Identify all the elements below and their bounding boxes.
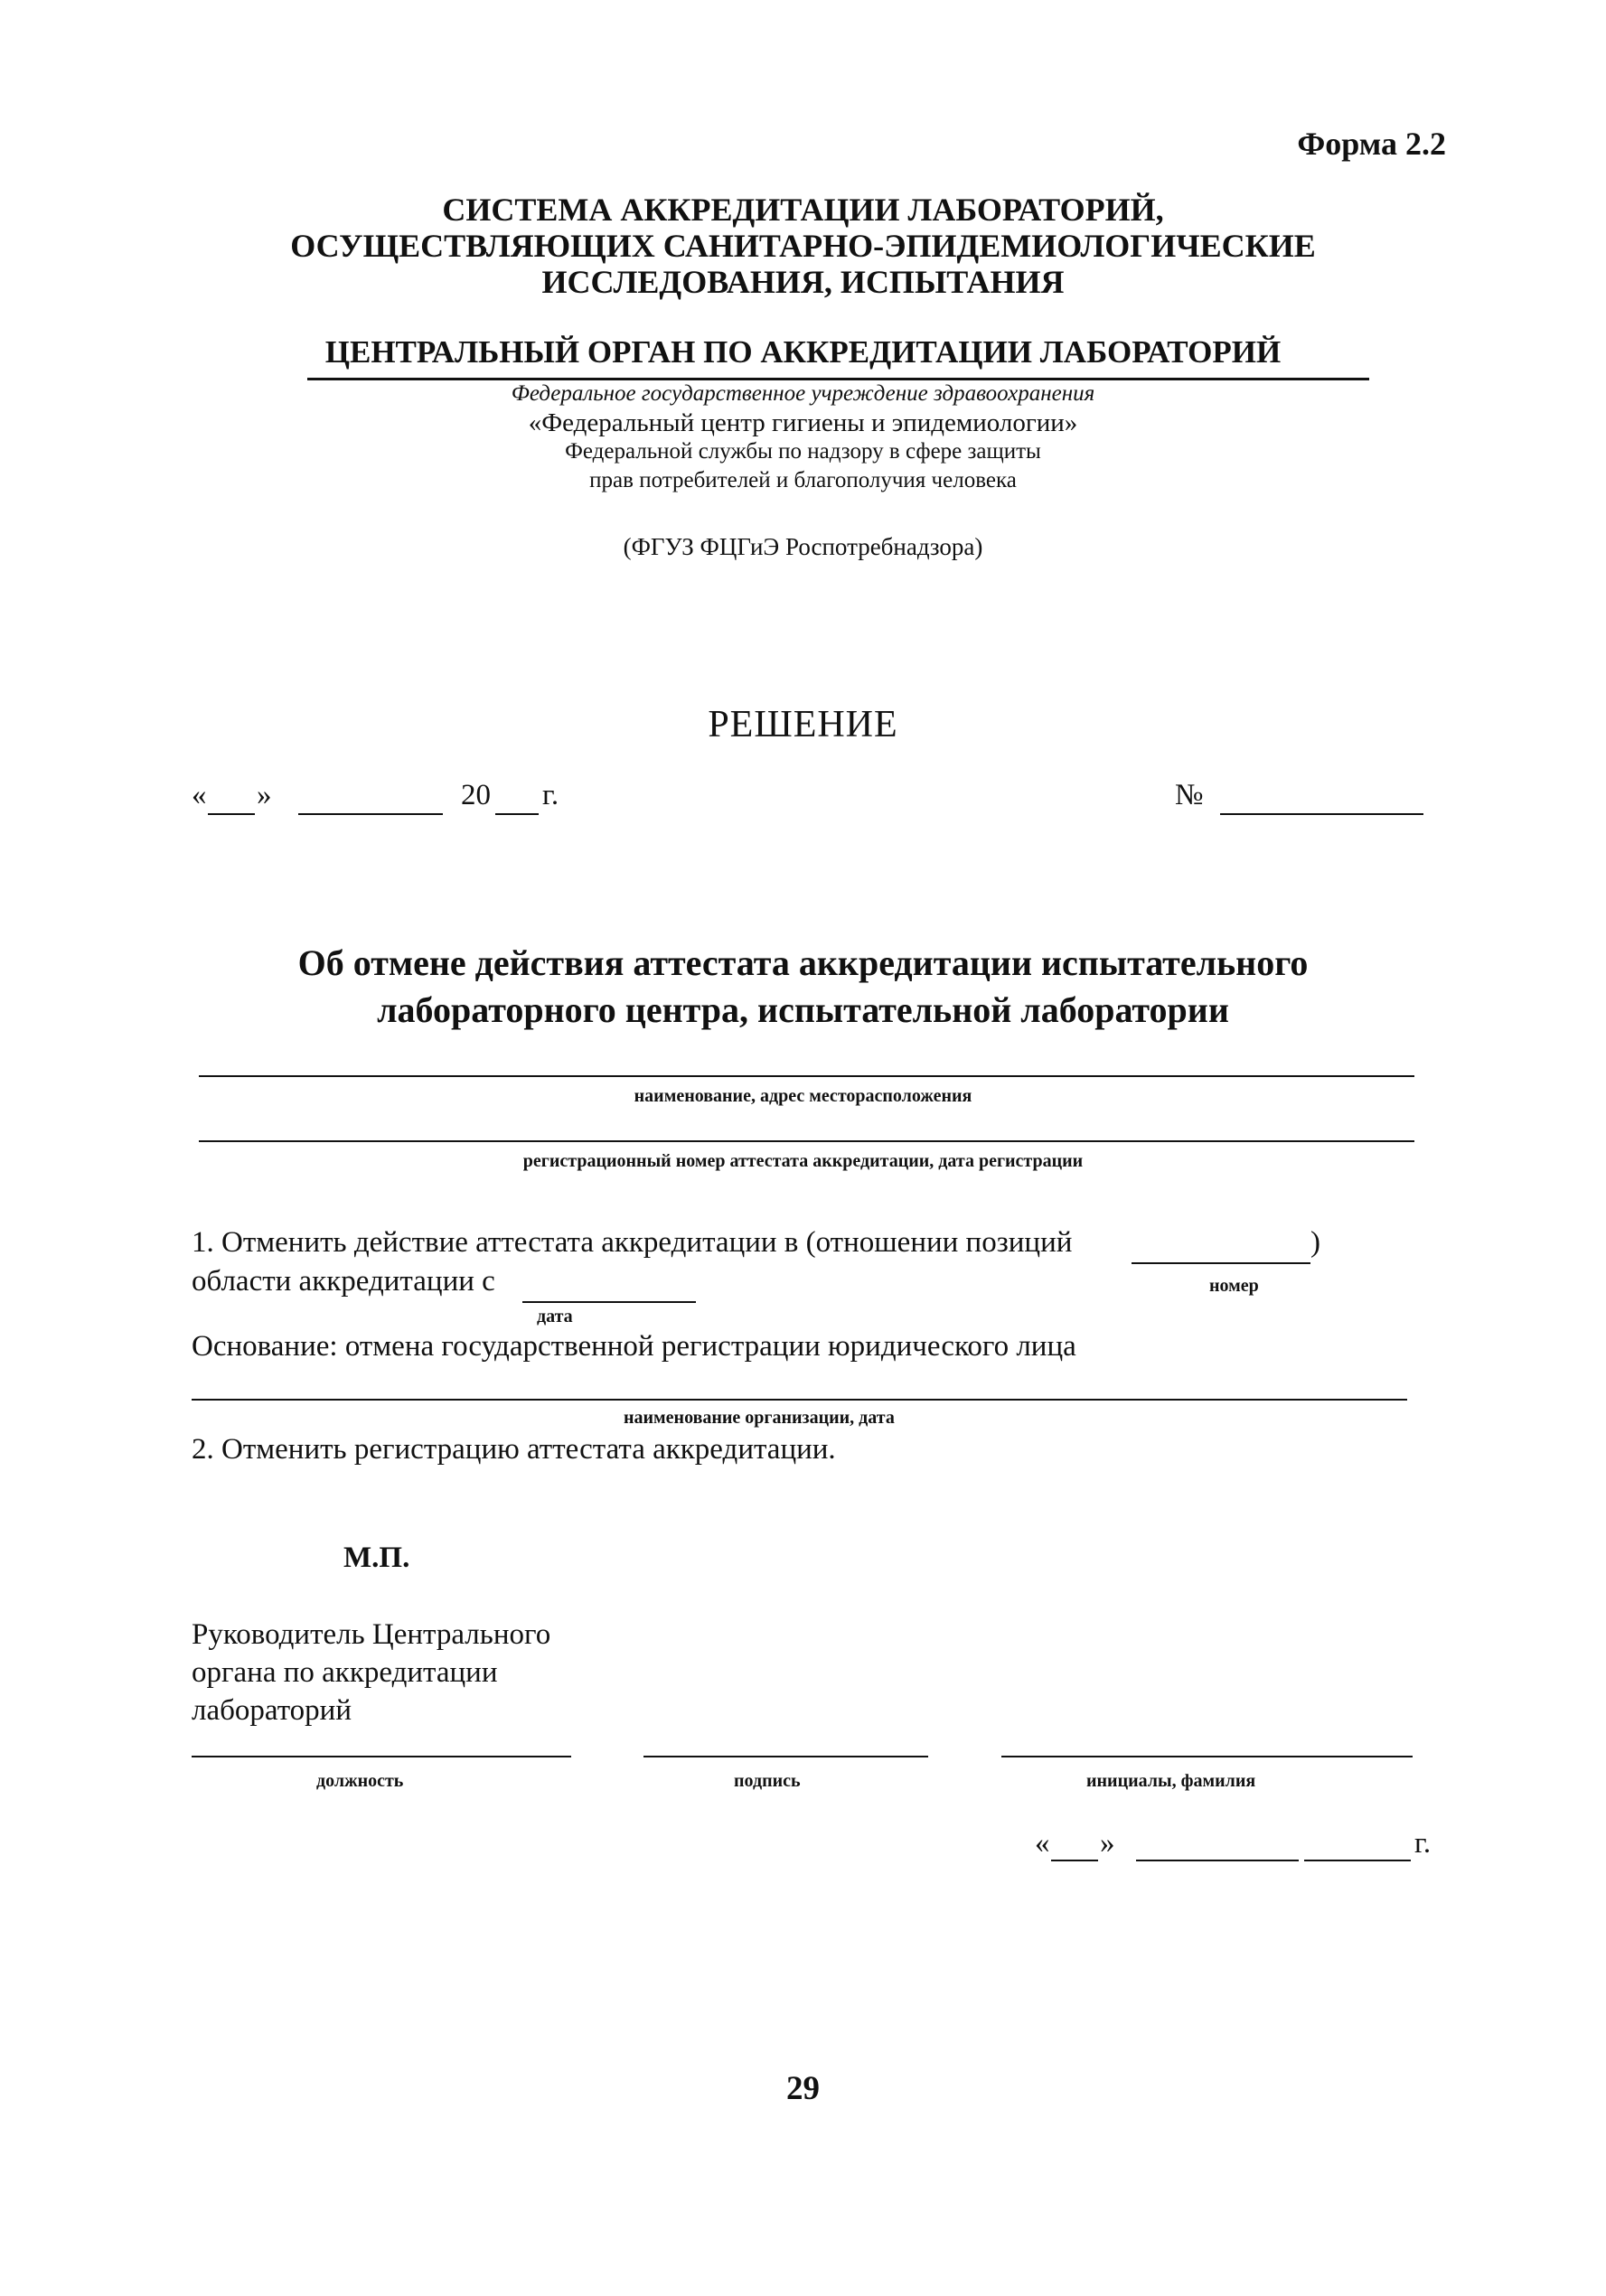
sign-date-year-blank: [1304, 1860, 1411, 1861]
position-caption: должность: [316, 1771, 404, 1791]
item1-date-blank: [522, 1301, 696, 1303]
decision-heading: РЕШЕНИЕ: [708, 704, 898, 745]
sign-date-year-suffix: г.: [1414, 1827, 1432, 1860]
org-line-1: Федеральное государственное учреждение здравоохранения: [511, 381, 1095, 406]
position-field: [192, 1756, 571, 1757]
signature-caption: подпись: [734, 1771, 801, 1791]
item1-text-b: области аккредитации с: [192, 1265, 495, 1298]
head-title-line-1: Руководитель Центрального: [192, 1618, 551, 1651]
initials-caption: инициалы, фамилия: [1086, 1771, 1256, 1791]
main-title-line-2: лабораторного центра, испытательной лаборатории: [377, 989, 1229, 1030]
date-caption: дата: [537, 1307, 573, 1326]
system-title: [0, 192, 1606, 300]
org-abbrev: (ФГУЗ ФЦГиЭ Роспотребнадзора): [623, 533, 983, 560]
sign-date-quote-close: »: [1100, 1827, 1115, 1860]
item2-text: 2. Отменить регистрацию аттестата аккредитации.: [192, 1433, 836, 1466]
org-line-4: прав потребителей и благополучия человека: [589, 468, 1017, 492]
org-date-field: [192, 1399, 1407, 1401]
number-label: №: [1175, 779, 1204, 811]
org-line-2: «Федеральный центр гигиены и эпидемиологии»: [528, 408, 1078, 437]
system-title-line-2: ОСУЩЕСТВЛЯЮЩИХ САНИТАРНО-ЭПИДЕМИОЛОГИЧЕСКИЕ: [290, 228, 1316, 264]
item1-positions-blank: [1132, 1262, 1310, 1264]
item1-line-b: [192, 1265, 1457, 1305]
basis-text: Основание: отмена государственной регистрации юридического лица: [192, 1330, 1076, 1363]
org-date-caption: наименование организации, дата: [624, 1408, 895, 1428]
reg-number-field: [199, 1140, 1414, 1142]
reg-number-caption: регистрационный номер аттестата аккредитации, дата регистрации: [522, 1151, 1084, 1171]
number-caption: номер: [1209, 1276, 1259, 1296]
date-day-blank: [208, 813, 255, 815]
main-title-line-1: Об отмене действия аттестата аккредитации испытательного: [297, 942, 1309, 983]
central-body-title: ЦЕНТРАЛЬНЫЙ ОРГАН ПО АККРЕДИТАЦИИ ЛАБОРАТОРИЙ: [324, 334, 1282, 370]
organization-block: [0, 380, 1606, 495]
org-line-3: Федеральной службы по надзору в сфере защиты: [565, 439, 1041, 464]
sign-date-row: [1035, 1827, 1451, 1867]
name-address-field: [199, 1075, 1414, 1077]
signature-field: [643, 1756, 928, 1757]
item1-line-a: [192, 1226, 1457, 1266]
date-row: [192, 779, 1457, 824]
head-title-line-3: лабораторий: [192, 1694, 352, 1727]
head-title: [192, 1616, 550, 1729]
main-title: [0, 940, 1606, 1034]
sign-date-month-blank: [1136, 1860, 1299, 1861]
name-address-caption: наименование, адрес месторасположения: [634, 1086, 972, 1106]
date-quote-open: «: [192, 779, 207, 811]
date-month-blank: [298, 813, 443, 815]
sign-date-quote-open: «: [1035, 1827, 1050, 1860]
head-title-line-2: органа по аккредитации: [192, 1656, 498, 1689]
system-title-line-3: ИССЛЕДОВАНИЯ, ИСПЫТАНИЯ: [541, 264, 1065, 300]
page-number: 29: [786, 2070, 820, 2107]
sign-date-day-blank: [1051, 1860, 1098, 1861]
form-number: Форма 2.2: [1297, 126, 1446, 162]
date-year-prefix: 20: [461, 779, 491, 811]
item1-text-a: 1. Отменить действие аттестата аккредитации в (отношении позиций: [192, 1226, 1073, 1259]
system-title-line-1: СИСТЕМА АККРЕДИТАЦИИ ЛАБОРАТОРИЙ,: [442, 192, 1164, 228]
date-year-blank: [495, 813, 539, 815]
date-quote-close: »: [257, 779, 272, 811]
number-blank: [1220, 813, 1423, 815]
date-year-suffix: г.: [542, 779, 559, 811]
item1-close-paren: ): [1310, 1226, 1320, 1259]
initials-field: [1001, 1756, 1413, 1757]
stamp-label: М.П.: [343, 1542, 410, 1574]
